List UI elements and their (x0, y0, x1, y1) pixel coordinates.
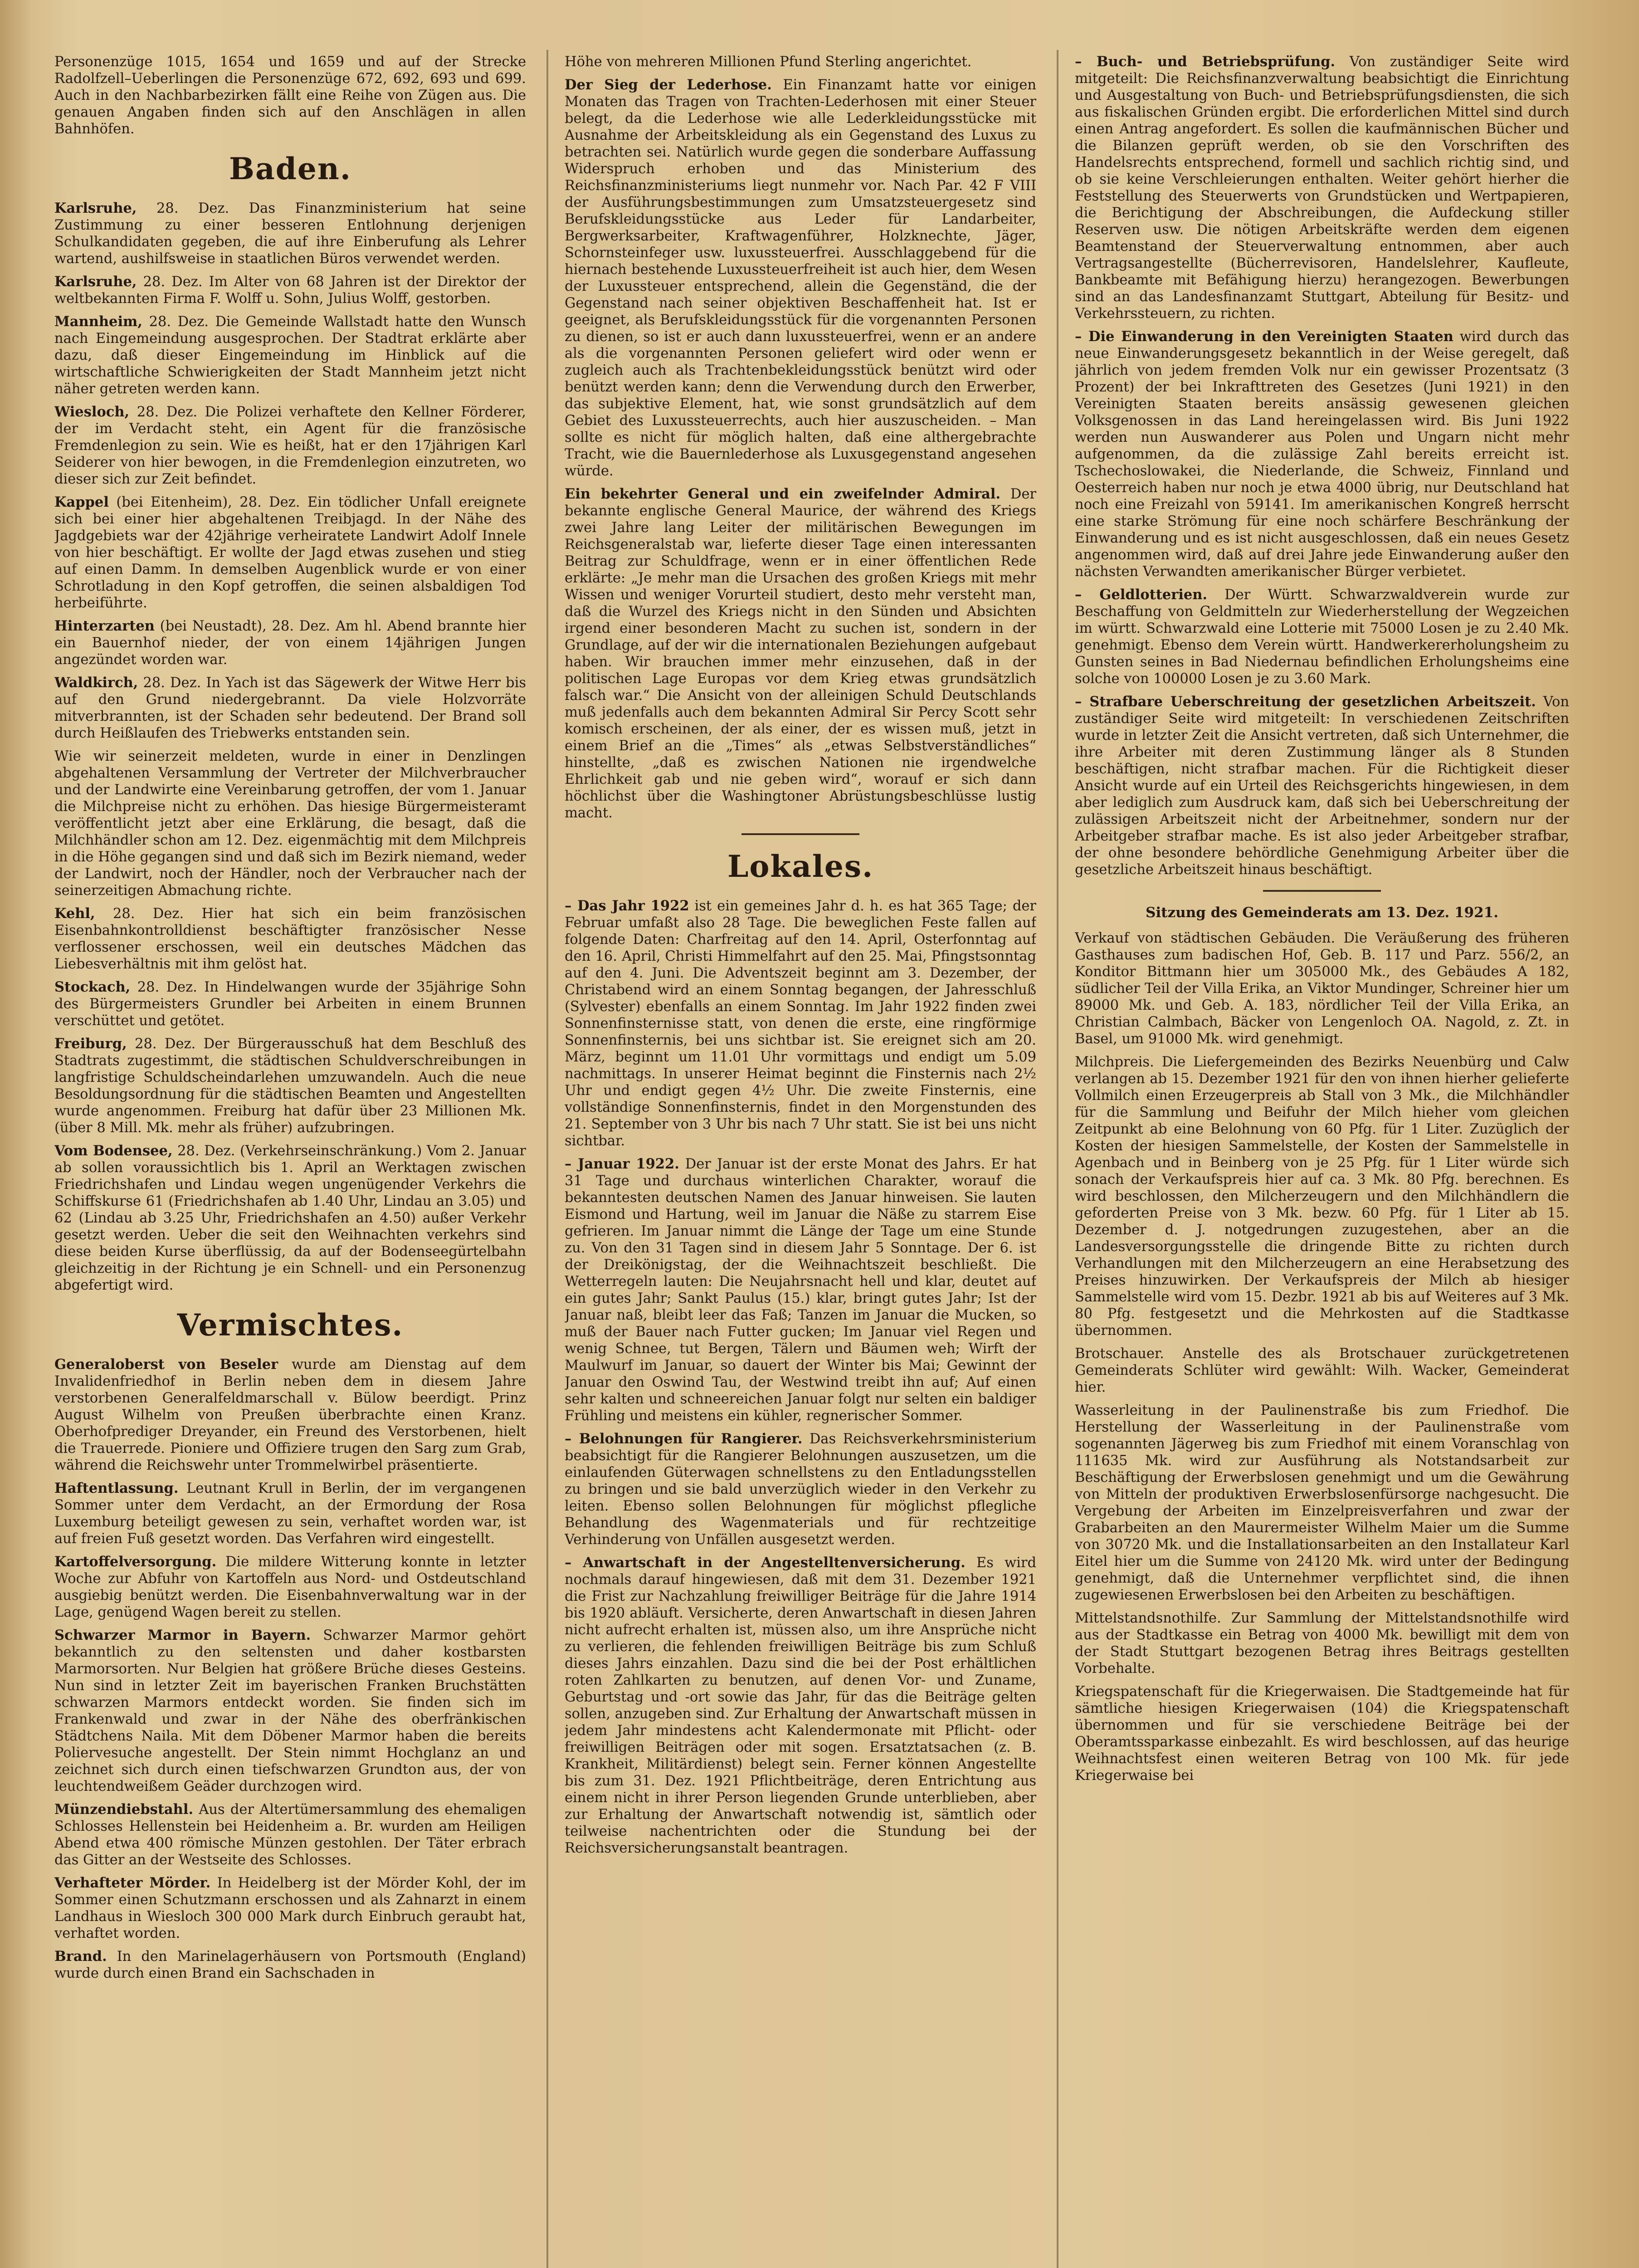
section-rule (741, 833, 859, 835)
section-rule (1263, 890, 1381, 892)
article-text: Mannheim, 28. Dez. Die Gemeinde Wallstadt hatte den Wunsch nach Eingemeindung ausgesprochen. Der Stadtrat erklärte aber dazu, daß dieser Eingemeindung im Hinblick auf die wirtschaftliche Schwierigkeiten der Stadt Mannheim jetzt nicht näher getreten werden kann. (54, 313, 526, 397)
article-text: Schwarzer Marmor in Bayern. Schwarzer Marmor gehört bekanntlich zu den seltensten und daher kostbarsten Marmorsorten. Nur Belgien hat größere Brüche dieses Gesteins. Nun sind in letzter Zeit im bayerischen Franken Bruchstätten schwarzen Marmors entdeckt worden. Sie finden sich im Frankenwald und zwar in der Nähe des oberfränkischen Städtchens Naila. Mit dem Döbener Marmor haben die bereits Poliervesuche angestellt. Der Stein nimmt Hochglanz an und zeichnet sich durch einen tiefschwarzen Grundton aus, der von leuchtendweißem Geäder durchzogen wird. (54, 1627, 526, 1794)
column-left (54, 54, 526, 2268)
article-text: Karlsruhe, 28. Dez. Im Alter von 68 Jahren ist der Direktor der weltbekannten Firma F. Wolff u. Sohn, Julius Wolff, gestorben. (54, 274, 526, 307)
article-text: Vom Bodensee, 28. Dez. (Verkehrseinschränkung.) Vom 2. Januar ab sollen voraussichtlich bis 1. April an Werktagen zwischen Friedrichshafen und Lindau wegen ungenügender Verkehrs die Schiffskurse 61 (Friedrichshafen ab 1.40 Uhr, Lindau an 3.05) und 62 (Lindau ab 3.25 Uhr, Friedrichshafen an 4.50) außer Verkehr gesetzt werden. Ueber die seit den Weihnachten verkehrs sind diese beiden Kurse überflüssig, da auf der Bodenseegürtelbahn gleichzeitig in der Richtung je ein Schnell- und ein Personenzug abgefertigt wird. (54, 1143, 526, 1293)
section-heading-vermischtes: Vermischtes. (177, 1307, 404, 1343)
column-divider (1057, 50, 1059, 2268)
article-text: Mittelstandsnothilfe. Zur Sammlung der Mittelstandsnothilfe wird aus der Stadtkasse ein Betrag von 4000 Mk. bewilligt mit dem von der Stadt Stuttgart bezogenen Betrag ihres Beitrags gestellten Vorbehalte. (1075, 1610, 1569, 1677)
article-text: – Buch- und Betriebsprüfung. Von zuständiger Seite wird mitgeteilt: Die Reichsfinanzverwaltung beabsichtigt die Einrichtung und Ausgestaltung von Buch- und Betriebsprüfungsdiensten, die sich aus fiskalischen Gründen ergibt. Die erforderlichen Mittel sind durch einen Antrag angefordert. Es sollen die kaufmännischen Bücher und die Bilanzen geprüft werden, ob sie den Vorschriften des Handelsrechts entsprechend, formell und sachlich richtig sind, und ob sie keine Verschleierungen enthalten. Weiter gehört hierher die Feststellung des Steuerwerts von Grundstücken und Wertpapieren, die Berichtigung der Abschreibungen, die Aufdeckung stiller Reserven usw. Die nötigen Arbeitskräfte werden dem eigenen Beamtenstand der Steuerverwaltung entnommen, aber auch Vertragsangestellte (Bücherrevisoren, Handelslehrer, Kaufleute, Bankbeamte mit Befähigung hierzu) herangezogen. Bewerbungen sind an das Landesfinanzamt Stuttgart, Abteilung für Besitz- und Verkehrssteuern, zu richten. (1075, 54, 1569, 322)
article-text: Kehl, 28. Dez. Hier hat sich ein beim französischen Eisenbahnkontrolldienst beschäftigter französischer Nesse verflossener erschossen, weil ein deutsches Mädchen das Liebesverhältnis mit ihm gelöst hat. (54, 905, 526, 972)
section-heading-lokales: Lokales. (727, 849, 874, 884)
article-text: – Januar 1922. Der Januar ist der erste Monat des Jahrs. Er hat 31 Tage und durchaus winterlichen Charakter, worauf die bekanntesten deutschen Namen des Januar hinweisen. Sie lauten Eismond und Hartung, weil im Januar die Näße zu starrem Eise gefrieren. Im Januar nimmt die Länge der Tage um eine Stunde zu. Von den 31 Tagen sind in diesem Jahr 5 Sonntage. Der 6. ist der Dreikönigstag, der die Weihnachtszeit beschließt. Die Wetterregeln lauten: Die Neujahrsnacht hell und klar, deutet auf ein gutes Jahr; Sankt Paulus (15.) klar, bringt gutes Jahr; Ist der Januar naß, bleibt leer das Faß; Tanzen im Januar die Mucken, so muß der Bauer nach Futter gucken; Im Januar viel Regen und wenig Schnee, tut Bergen, Tälern und Bäumen weh; Wirft der Maulwurf im Januar, so dauert der Winter bis Mai; Gewinnt der Januar den Oswind Tau, der Westwind treibt ihn auf; Auf einen sehr kalten und schneereichen Januar folgt nur selten ein baldiger Frühling und meistens ein kühler, regnerischer Sommer. (565, 1156, 1036, 1424)
article-text: – Die Einwanderung in den Vereinigten Staaten wird durch das neue Einwanderungsgesetz bekanntlich in der Weise geregelt, daß jährlich von jedem fremden Volk nur ein gewisser Prozentsatz (3 Prozent) der bei Inkrafttreten des Gesetzes (Juni 1921) in den Vereinigten Staaten bereits ansässig gewesenen gleichen Volksgenossen in das Land hereingelassen wird. Bis Juni 1922 werden nun Auswanderer aus Polen und Ungarn nicht mehr aufgenommen, da die zulässige Zahl bereits erreicht ist. Tschechoslowakei, die Niederlande, die Schweiz, Finnland und Oesterreich haben nur noch je etwa 4000 übrig, nur Deutschland hat noch eine Freizahl von 59141. Im amerikanischen Kongreß herrscht eine starke Strömung für eine noch schärfere Beschränkung der Einwanderung und es ist nicht ausgeschlossen, daß ein neues Gesetz angenommen wird, daß auf drei Jahre jede Einwanderung außer den nächsten Verwandten amerikanischer Bürger verbietet. (1075, 328, 1569, 580)
article-text: Freiburg, 28. Dez. Der Bürgerausschuß hat dem Beschluß des Stadtrats zugestimmt, die städtischen Schuldverschreibungen in langfristige Schuldscheindarlehen umzuwandeln. Auch die neue Besoldungsordnung für die städtischen Beamten und Angestellten wurde angenommen. Freiburg hat dafür über 23 Millionen Mk. (über 8 Mill. Mk. mehr als früher) aufzubringen. (54, 1036, 526, 1136)
article-text: Wasserleitung in der Paulinenstraße bis zum Friedhof. Die Herstellung der Wasserleitung in der Paulinenstraße vom sogenannten Jägerweg bis zum Friedhof mit einem Voranschlag von 111635 Mk. wird zur Ausführung als Notstandsarbeit zur Beschäftigung der Erwerbslosen genehmigt und um die Gewährung von Mitteln der produktiven Erwerbslosenfürsorge nachgesucht. Die Vergebung der Arbeiten im Einzelpreisverfahren und zwar der Grabarbeiten an den Maurermeister Wilhelm Maier um die Summe von 30720 Mk. und die Installationsarbeiten an den Installateur Karl Eitel hier um die Summe von 24120 Mk. wird unter der Bedingung genehmigt, daß die Unternehmer verpflichtet sind, die ihnen zugewiesenen Erwerbslosen bei den Arbeiten zu beschäftigen. (1075, 1403, 1569, 1603)
article-text: Wie wir seinerzeit meldeten, wurde in einer in Denzlingen abgehaltenen Versammlung der Vertreter der Milchverbraucher und der Landwirte eine Vereinbarung getroffen, der vom 1. Januar die Milchpreise nicht zu erhöhen. Das hiesige Bürgermeisteramt veröffentlicht jetzt aber eine Erklärung, die besagt, daß die Milchhändler schon am 12. Dez. eigenmächtig mit dem Milchpreis in die Höhe gegangen sind und daß sich im Bezirk niemand, weder der Landwirt, noch der Händler, noch der Verbraucher nach der seinerzeitigen Abmachung richte. (54, 748, 526, 899)
article-text: Milchpreis. Die Liefergemeinden des Bezirks Neuenbürg und Calw verlangen ab 15. Dezember 1921 für den von ihnen hierher gelieferte Vollmilch einen Erzeugerpreis ab Stall von 3 Mk., die Milchhändler für die Sammlung und Beifuhr der Milch hieher vom gleichen Zeitpunkt ab eine Belohnung von 60 Pfg. für 1 Liter. Zuzüglich der Kosten der hiesigen Sammelstelle, der Kosten der Sammelstelle in Agenbach und in Beinberg von je 25 Pfg. für 1 Liter würde sich sonach der Verkaufspreis hier auf ca. 3 Mk. 80 Pfg. berechnen. Es wird beschlossen, den Milcherzeugern und den Milchhändlern die geforderten Preise von 3 Mk. bezw. 60 Pfg. für 1 Liter ab 15. Dezember d. J. notgedrungen zuzugestehen, aber an die Landesversorgungsstelle die dringende Bitte zu richten durch Verhandlungen mit den Milcherzeugern an eine Herabsetzung des Preises hinzuwirken. Der Verkaufspreis der Milch ab hiesiger Sammelstelle wird vom 15. Dezbr. 1921 ab bis auf Weiteres auf 3 Mk. 80 Pfg. festgesetzt und die Mehrkosten auf die Stadtkasse übernommen. (1075, 1054, 1569, 1339)
article-text: – Das Jahr 1922 ist ein gemeines Jahr d. h. es hat 365 Tage; der Februar umfaßt also 28 Tage. Die beweglichen Feste fallen auf folgende Daten: Charfreitag auf den 14. April, Osterfonntag auf den 16. April, Christi Himmelfahrt auf den 25. Mai, Pfingstsonntag auf den 4. Juni. Die Adventszeit beginnt am 3. Dezember, der Christabend wird an einem Sonntag begangen, der Jahresschluß (Sylvester) ebenfalls an einem Sonntag. Im Jahr 1922 finden zwei Sonnenfinsternisse statt, von denen die erste, eine ringförmige Sonnenfinsternis, bei uns sichtbar ist. Sie ereignet sich am 20. März, beginnt um 11.01 Uhr vormittags und endigt um 5.09 nachmittags. In unserer Heimat beginnt die Finsternis nach 2½ Uhr und endigt gegen 4½ Uhr. Die zweite Finsternis, eine vollständige Sonnenfinsternis, findet in den Morgenstunden des 21. September von 3 Uhr bis nach 7 Uhr statt. Sie ist bei uns nicht sichtbar. (565, 898, 1036, 1149)
article-text: Haftentlassung. Leutnant Krull in Berlin, der im vergangenen Sommer unter dem Verdacht, an der Ermordung der Rosa Luxemburg beteiligt gewesen zu sein, verhaftet worden war, ist auf freien Fuß gesetzt worden. Das Verfahren wird eingestellt. (54, 1480, 526, 1547)
article-text: Generaloberst von Beseler wurde am Dienstag auf dem Invalidenfriedhof in Berlin neben dem in diesem Jahre verstorbenen Generalfeldmarschall v. Bülow beerdigt. Prinz August Wilhelm von Preußen überbrachte einen Kranz. Oberhofprediger Dreyander, ein Freund des Verstorbenen, hielt die Trauerrede. Pioniere und Offiziere trugen den Sarg zum Grab, während die Reichswehr unter Trommelwirbel präsentierte. (54, 1356, 526, 1473)
article-text: – Belohnungen für Rangierer. Das Reichsverkehrsministerium beabsichtigt für die Rangierer Belohnungen auszusetzen, um die einlaufenden Güterwagen schnellstens zu den Entladungsstellen zu bringen und sie bald unverzüglich wieder in den Verkehr zu leiten. Ebenso sollen Belohnungen für möglichst pflegliche Behandlung des Wagenmaterials und für rechtzeitige Verhinderung von Unfällen ausgesetzt werden. (565, 1431, 1036, 1548)
section-heading-baden: Baden. (229, 151, 351, 186)
article-text: Verhafteter Mörder. In Heidelberg ist der Mörder Kohl, der im Sommer einen Schutzmann erschossen und als Zahnarzt in einem Landhaus in Wiesloch 300 000 Mark durch Einbruch geraubt hat, verhaftet worden. (54, 1875, 526, 1941)
article-text: Karlsruhe, 28. Dez. Das Finanzministerium hat seine Zustimmung zu einer besseren Entlohnung derjenigen Schulkandidaten gegeben, die auf ihre Einberufung als Lehrer wartend, aushilfsweise in staatlichen Büros verwendet werden. (54, 200, 526, 267)
article-text: Stockach, 28. Dez. In Hindelwangen wurde der 35jährige Sohn des Bürgermeisters Grundler bei Arbeiten in einem Brunnen verschüttet und getötet. (54, 979, 526, 1029)
column-right (1075, 54, 1569, 2268)
article-text: Wiesloch, 28. Dez. Die Polizei verhaftete den Kellner Förderer, der im Verdacht steht, ein Agent für die französische Fremdenlegion zu sein. Wie es heißt, hat er den 17jährigen Karl Seiderer von hier bewogen, in die Fremdenlegion einzutreten, wo dieser sich zur Zeit befindet. (54, 404, 526, 487)
article-text: – Strafbare Ueberschreitung der gesetzlichen Arbeitszeit. Von zuständiger Seite wird mitgeteilt: In verschiedenen Zeitschriften wurde in letzter Zeit die Ansicht vertreten, daß sich Unternehmer, die ihre Arbeiter mit deren Zustimmung länger als 8 Stunden beschäftigen, nicht strafbar machen. Für die Richtigkeit dieser Ansicht wurde auf ein Urteil des Reichsgerichts hingewiesen, in dem aber lediglich zum Ausdruck kam, daß sich bei Ueberschreitung der zulässigen Arbeitszeit nicht der Arbeitnehmer, sondern nur der Arbeitgeber strafbar mache. Es ist also jeder Arbeitgeber strafbar, der ohne besondere behördliche Genehmigung Arbeiter über die gesetzliche Arbeitszeit hinaus beschäftigt. (1075, 694, 1569, 878)
article-text: Höhe von mehreren Millionen Pfund Sterling angerichtet. (565, 54, 972, 70)
council-meeting-heading: Sitzung des Gemeinderats am 13. Dez. 1921. (1146, 904, 1498, 921)
article-text: Hinterzarten (bei Neustadt), 28. Dez. Am hl. Abend brannte hier ein Bauernhof nieder, der von einem 14jährigen Jungen angezündet worden war. (54, 618, 526, 668)
article-text: Kappel (bei Eitenheim), 28. Dez. Ein tödlicher Unfall ereignete sich bei einer hier abgehaltenen Treibjagd. In der Nähe des Jagdgebiets war der 42jährige verheiratete Landwirt Adolf Innele von hier beschäftigt. Er wollte der Jagd etwas zusehen und stieg auf einen Damm. In demselben Augenblick wurde er von einer Schrotladung in den Kopf getroffen, die seinen alsbaldigen Tod herbeiführte. (54, 494, 526, 611)
article-text: Der Sieg der Lederhose. Ein Finanzamt hatte vor einigen Monaten das Tragen von Trachten-Lederhosen mit einer Steuer belegt, da die Lederhose wie alle Lederkleidungsstücke mit Ausnahme der Arbeitskleidung als ein Gegenstand des Luxus zu betrachten sei. Natürlich wurde gegen die sonderbare Auffassung Widerspruch erhoben und das Ministerium des Reichsfinanzministeriums liegt nunmehr vor. Nach Par. 42 F VIII der Ausführungsbestimmungen zum Umsatzsteuergesetz sind Berufskleidungsstücke aus Leder für Landarbeiter, Bergwerksarbeiter, Kraftwagenführer, Holzknechte, Jäger, Schornsteinfeger usw. luxussteuerfrei. Ausschlaggebend für die hiernach bestehende Luxussteuerfreiheit ist auch hier, dem Wesen der Luxussteuer entsprechend, allein die Gegenständ, die der Gegenstand nach seiner objektiven Beschaffenheit hat. Ist er geeignet, als Berufskleidungsstück für die vorgenannten Personen zu dienen, so ist er auch dann luxussteuerfrei, wenn er an andere als die vorgenannten Personen geliefert wird oder wenn er zugleich auch als Trachtenbekleidungsstück benützt wird oder benützt werden kann; denn die Verwendung durch den Erwerber, das subjektive Element, hat, wie sonst grundsätzlich auf dem Gebiet des Luxussteuerrechts, auch hier auszuscheiden. – Man sollte es nicht für möglich halten, daß eine althergebrachte Tracht, wie die Bauernlederhose als Luxusgegenstand angesehen würde. (565, 77, 1036, 479)
article-text: Ein bekehrter General und ein zweifelnder Admiral. Der bekannte englische General Maurice, der während des Kriegs zwei Jahre lang Leiter der militärischen Bewegungen im Reichsgeneralstab war, lieferte dieser Tage einen interessanten Beitrag zur Schuldfrage, wenn er in einer öffentlichen Rede erklärte: „Je mehr man die Ursachen des großen Kriegs mit mehr Wissen und weniger Vorurteil studiert, desto mehr versteht man, daß die Wurzel des Kriegs nicht in den Sünden und Absichten irgend einer besonderen Macht zu suchen ist, sondern in der Grundlage, auf der wir die internationalen Beziehungen aufgebaut haben. Wir brauchen immer mehr einzusehen, daß in der politischen Lage Europas vor dem Krieg etwas grundsätzlich falsch war.“ Die Ansicht von der alleinigen Schuld Deutschlands muß jedenfalls auch dem bekannten Admiral Sir Percy Scott sehr komisch erscheinen, der als einer, der es wissen muß, jetzt in einem Brief an die „Times“ als „etwas Selbstverständliches“ hinstellte, „daß es zwischen Nationen nie irgendwelche Ehrlichkeit gab und nie geben wird“, worauf er sich dann höchlichst über die Washingtoner Abrüstungsbeschlüsse lustig macht. (565, 486, 1036, 821)
article-text: Brand. In den Marinelagerhäusern von Portsmouth (England) wurde durch einen Brand ein Sachschaden in (54, 1948, 526, 1981)
column-divider (546, 50, 548, 2268)
article-text: – Anwartschaft in der Angestelltenversicherung. Es wird nochmals darauf hingewiesen, daß mit dem 31. Dezember 1921 die Frist zur Nachzahlung freiwilliger Beiträge für die Jahre 1914 bis 1920 abläuft. Versicherte, deren Anwartschaft in diesen Jahren nicht aufrecht erhalten ist, müssen also, um ihre Ansprüche nicht zu verlieren, die fehlenden freiwilligen Beiträge bis zum Schluß dieses Jahrs einzahlen. Dazu sind die bei der Post erhältlichen roten Zahlkarten zu benutzen, auf denen Vor- und Zuname, Geburtstag und -ort sowie das Jahr, für das die Beiträge gelten sollen, anzugeben sind. Zur Erhaltung der Anwartschaft müssen in jedem Jahr mindestens acht Kalendermonate mit Pflicht- oder freiwilligen Beiträgen oder mit sogen. Ersatztatsachen (z. B. Krankheit, Militärdienst) belegt sein. Ferner können Angestellte bis zum 31. Dez. 1921 Pflichtbeiträge, deren Entrichtung aus einem nicht in ihrer Person liegenden Grunde unterblieben, aber zur Erhaltung der Anwartschaft notwendig ist, sämtlich oder teilweise nachentrichten oder die Stundung bei der Reichsversicherungsanstalt beantragen. (565, 1554, 1036, 1856)
column-middle (565, 54, 1036, 2268)
article-text: Münzendiebstahl. Aus der Altertümersammlung des ehemaligen Schlosses Hellenstein bei Heidenheim a. Br. wurden am Heiligen Abend etwa 400 römische Münzen gestohlen. Der Täter erbrach das Gitter an der Westseite des Schlosses. (54, 1801, 526, 1868)
article-text: – Geldlotterien. Der Württ. Schwarzwaldverein wurde zur Beschaffung von Geldmitteln zur Wiederherstellung der Wegzeichen im württ. Schwarzwald eine Lotterie mit 75000 Losen je zu 2.40 Mk. genehmigt. Ebenso dem Verein württ. Handwerkererholungsheim zu Gunsten seines in Bad Niedernau befindlichen Erholungsheims eine solche von 100000 Losen je zu 3.60 Mark. (1075, 587, 1569, 687)
article-text: Waldkirch, 28. Dez. In Yach ist das Sägewerk der Witwe Herr bis auf den Grund niedergebrannt. Da viele Holzvorräte mitverbrannten, ist der Schaden sehr bedeutend. Der Brand soll durch Heißlaufen des Triebwerks entstanden sein. (54, 675, 526, 741)
article-text: Kartoffelversorgung. Die mildere Witterung konnte in letzter Woche zur Abfuhr von Kartoffeln aus Nord- und Ostdeutschland ausgiebig benützt werden. Die Eisenbahnverwaltung war in der Lage, genügend Wagen bereit zu stellen. (54, 1554, 526, 1620)
article-text: Kriegspatenschaft für die Kriegerwaisen. Die Stadtgemeinde hat für sämtliche hiesigen Kriegerwaisen (104) die Kriegspatenschaft übernommen und für sie verschiedene Beiträge bei der Oberamtssparkasse einbezahlt. Es wird beschlossen, auf das heurige Weihnachtsfest einen weiteren Betrag von 100 Mk. für jede Kriegerwaise bei (1075, 1684, 1569, 1784)
article-text: Verkauf von städtischen Gebäuden. Die Veräußerung des früheren Gasthauses zum badischen Hof, Geb. B. 117 und Parz. 556/2, an Konditor Bittmann hier um 305000 Mk., des Gebäudes A 182, südlicher Teil der Villa Erika, an Viktor Mundinger, Schreiner hier um 89000 Mk. und Geb. A. 183, nördlicher Teil der Villa Erika, an Christian Calmbach, Bäcker von Lengenloch OA. Nagold, z. Zt. in Basel, um 91000 Mk. wird genehmigt. (1075, 930, 1569, 1047)
article-text: Brotschauer. Anstelle des als Brotschauer zurückgetretenen Gemeinderats Schlüter wird gewählt: Wilh. Wacker, Gemeinderat hier. (1075, 1346, 1569, 1395)
article-text: Personenzüge 1015, 1654 und 1659 und auf der Strecke Radolfzell–Ueberlingen die Personenzüge 672, 692, 693 und 699. Auch in den Nachbarbezirken fällt eine Reihe von Zügen aus. Die genauen Angaben finden sich auf den Anschlägen in allen Bahnhöfen. (54, 54, 526, 137)
